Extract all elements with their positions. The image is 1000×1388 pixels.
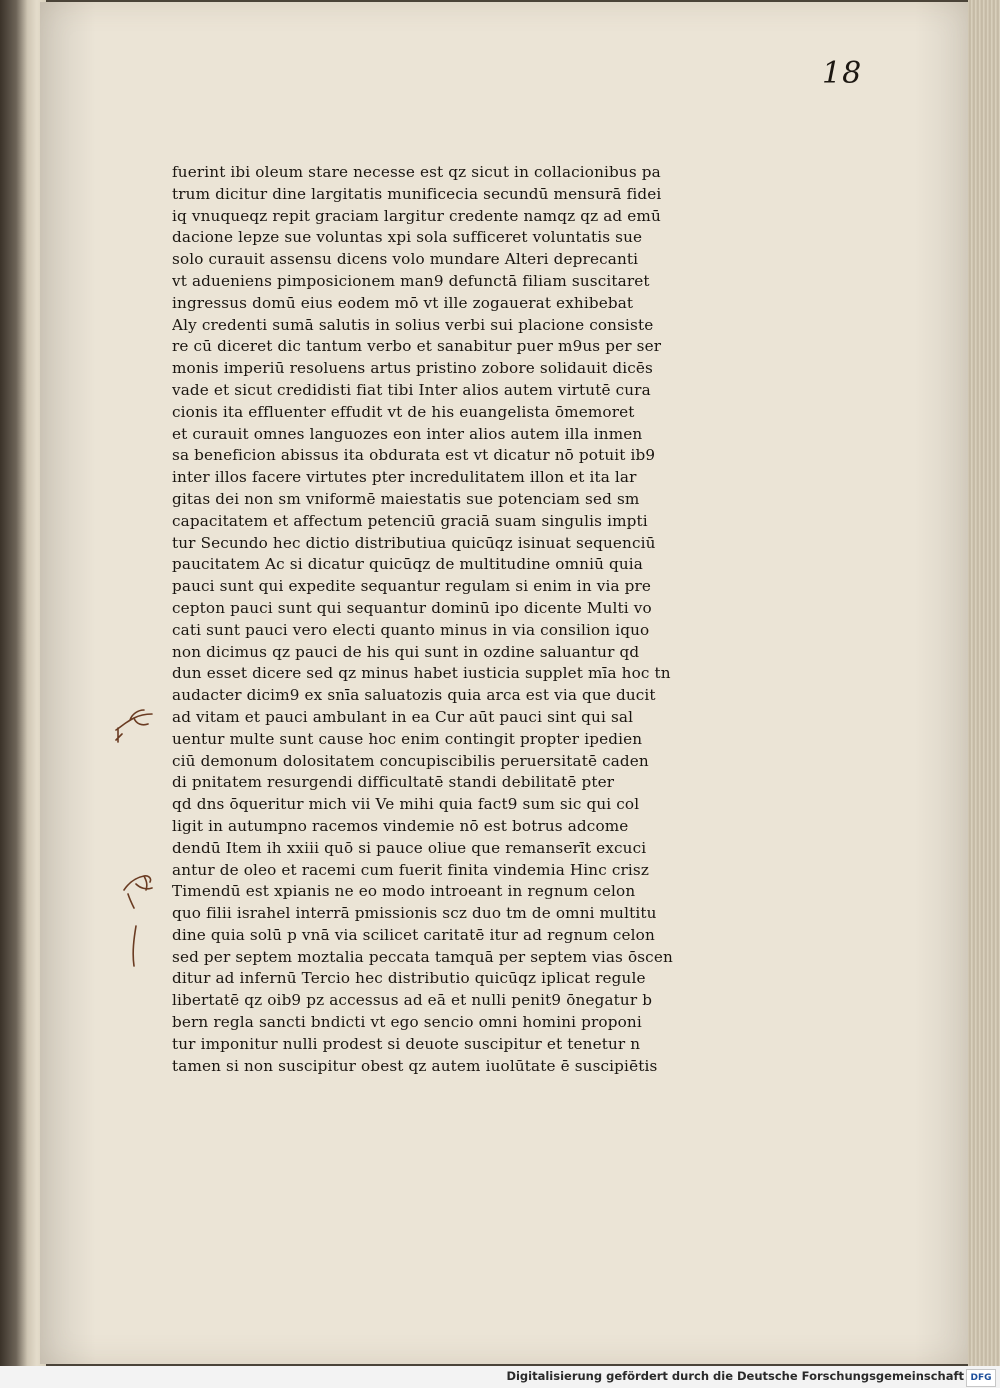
text-line: dine quia solū p vnā via scilicet caritatē itur ad regnum celon — [172, 925, 655, 944]
text-line: ingressus domū eius eodem mō vt ille zogauerat exhibebat — [172, 293, 634, 312]
body-text — [172, 162, 712, 1077]
footer-bar — [0, 1366, 1000, 1388]
text-line: dacione lepze sue voluntas xpi sola sufficeret voluntatis sue — [172, 228, 643, 247]
text-line: fuerint ibi oleum stare necesse est qz sicut in collacionibus pa — [172, 163, 661, 181]
text-line: bern regla sancti bndicti vt ego sencio omni homini proponi — [172, 1013, 642, 1032]
text-line: antur de oleo et racemi cum fuerit finita vindemia Hinc crisz — [172, 860, 650, 879]
folio-number: 18 — [822, 56, 863, 91]
text-line: sa beneficion abissus ita obdurata est vt dicatur nō potuit ib9 — [172, 446, 656, 465]
text-line: sed per septem moztalia peccata tamquā per septem vias ōscen — [172, 947, 673, 966]
text-line: qd dns ōqueritur mich vii Ve mihi quia fact9 sum sic qui col — [172, 795, 640, 814]
text-line: tur Secundo hec dictio distributiua quicūqz isinuat sequenciū — [172, 533, 656, 552]
text-line: Timendū est xpianis ne eo modo introeant in regnum celon — [172, 882, 636, 901]
text-line: solo curauit assensu dicens volo mundare Alteri deprecanti — [172, 250, 639, 269]
manicule-mark-2 — [118, 866, 162, 978]
text-line: inter illos facere virtutes pter incredulitatem illon et ita lar — [172, 468, 637, 487]
text-line: ditur ad infernū Tercio hec distributio quicūqz iplicat regule — [172, 969, 646, 988]
text-line: uentur multe sunt cause hoc enim contingit propter ipedien — [172, 729, 643, 748]
text-line: cepton pauci sunt qui sequantur dominū ipo dicente Multi vo — [172, 598, 652, 617]
text-line: libertatē qz oib9 pz accessus ad eā et nulli penit9 ōnegatur b — [172, 991, 653, 1010]
text-line: pauci sunt qui expedite sequantur regulam si enim in via pre — [172, 577, 652, 596]
text-line: trum dicitur dine largitatis munificecia secundū mensurā fidei — [172, 184, 662, 203]
text-line: cionis ita effluenter effudit vt de his euangelista ōmemoret — [172, 402, 635, 421]
text-line: et curauit omnes languozes eon inter alios autem illa inmen — [172, 424, 643, 443]
text-line: quo filii israhel interrā pmissionis scz duo tm de omni multitu — [172, 904, 657, 923]
text-line: vade et sicut credidisti fiat tibi Inter alios autem virtutē cura — [172, 380, 651, 399]
text-line: dendū Item ih xxiii quō si pauce oliue que remanserīt excuci — [172, 838, 647, 857]
text-line: monis imperiū resoluens artus pristino zobore solidauit dicēs — [172, 359, 653, 378]
text-line: re cū diceret dic tantum verbo et sanabitur puer m9us per ser — [172, 337, 662, 356]
text-line: tur imponitur nulli prodest si deuote suscipitur et tenetur n — [172, 1034, 641, 1053]
text-line: iq vnuqueqz repit graciam largitur credente namqz qz ad emū — [172, 206, 661, 225]
manicule-mark — [108, 700, 158, 748]
text-line: ciū demonum dolositatem concupiscibilis peruersitatē caden — [172, 751, 649, 770]
text-line: ligit in autumpno racemos vindemie nō est botrus adcome — [172, 816, 629, 835]
text-line: gitas dei non sm vniformē maiestatis sue potenciam sed sm — [172, 489, 640, 508]
text-line: tamen si non suscipitur obest qz autem iuolūtate ē suscipiētis — [172, 1056, 658, 1075]
text-line: audacter dicim9 ex snīa saluatozis quia arca est via que ducit — [172, 686, 656, 705]
funding-credit: Digitalisierung gefördert durch die Deutsche Forschungsgemeinschaft — [506, 1369, 964, 1383]
text-line: cati sunt pauci vero electi quanto minus in via consilion iquo — [172, 620, 650, 639]
text-line: Aly credenti sumā salutis in solius verbi sui placione consiste — [172, 315, 654, 334]
text-line: paucitatem Ac si dicatur quicūqz de multitudine omniū quia — [172, 555, 643, 574]
text-line: capacitatem et affectum petenciū graciā suam singulis impti — [172, 511, 648, 530]
text-line: dun esset dicere sed qz minus habet iusticia supplet mīa hoc tn — [172, 664, 671, 683]
text-line: non dicimus qz pauci de his qui sunt in ozdine saluantur qd — [172, 642, 640, 661]
text-line: di pnitatem resurgendi difficultatē standi debilitatē pter — [172, 773, 615, 792]
dfg-logo: DFG — [966, 1369, 996, 1387]
text-line: ad vitam et pauci ambulant in ea Cur aūt pauci sint qui sal — [172, 707, 634, 726]
page-edges — [968, 0, 1000, 1366]
text-line: vt adueniens pimposicionem man9 defunctā filiam suscitaret — [172, 271, 650, 290]
